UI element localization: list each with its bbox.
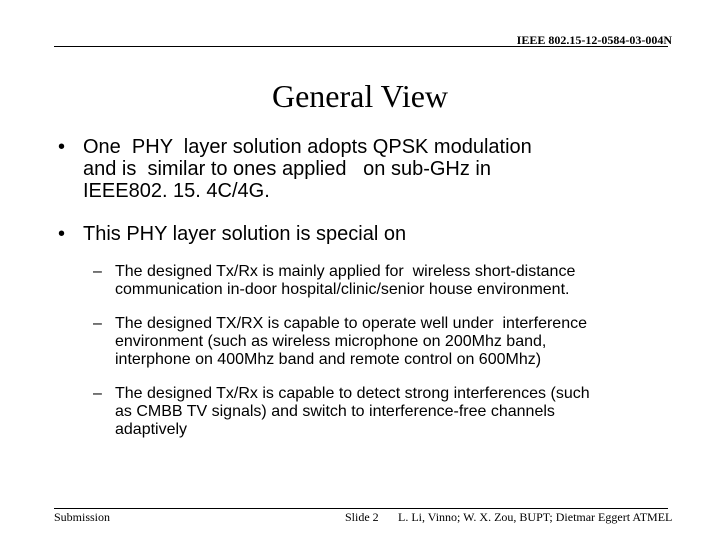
footer-divider xyxy=(54,508,668,509)
sub-bullet-line: The designed TX/RX is capable to operate well under interference xyxy=(115,315,587,332)
slide-title xyxy=(0,76,720,116)
sub-bullet-text xyxy=(115,385,655,439)
bullet-line: IEEE802. 15. 4C/4G. xyxy=(83,180,270,202)
footer-submission: Submission xyxy=(54,510,111,524)
bullet-text xyxy=(83,223,643,245)
sub-bullet-text xyxy=(115,315,655,369)
sub-bullet-marker: – xyxy=(93,385,102,402)
bullet-text xyxy=(83,136,643,202)
header-divider xyxy=(54,46,668,47)
sub-bullet-text xyxy=(115,263,655,299)
sub-bullet-line: communication in-door hospital/clinic/senior house environment. xyxy=(115,281,570,298)
bullet-line: One PHY layer solution adopts QPSK modulation xyxy=(83,136,532,158)
sub-bullet-line: The designed Tx/Rx is mainly applied for wireless short-distance xyxy=(115,263,576,280)
sub-bullet-line: environment (such as wireless microphone on 200Mhz band, xyxy=(115,333,547,350)
document-id: IEEE 802.15-12-0584-03-004N xyxy=(516,33,672,47)
bullet-marker: • xyxy=(58,136,66,158)
sub-bullet-line: as CMBB TV signals) and switch to interference-free channels xyxy=(115,403,555,420)
bullet-line: and is similar to ones applied on sub-GHz in xyxy=(83,158,491,180)
footer-slide-number: Slide 2 xyxy=(345,510,379,524)
sub-bullet-line: The designed Tx/Rx is capable to detect strong interferences (such xyxy=(115,385,590,402)
slide-title-text: General View xyxy=(271,78,449,114)
sub-bullet-line: interphone on 400Mhz band and remote control on 600Mhz) xyxy=(115,351,542,368)
bullet-line: This PHY layer solution is special on xyxy=(83,223,407,245)
sub-bullet-marker: – xyxy=(93,263,102,280)
footer-authors: L. Li, Vinno; W. X. Zou, BUPT; Dietmar Eggert ATMEL xyxy=(398,510,673,524)
bullet-marker: • xyxy=(58,223,66,245)
sub-bullet-marker: – xyxy=(93,315,102,332)
sub-bullet-line: adaptively xyxy=(115,421,188,438)
